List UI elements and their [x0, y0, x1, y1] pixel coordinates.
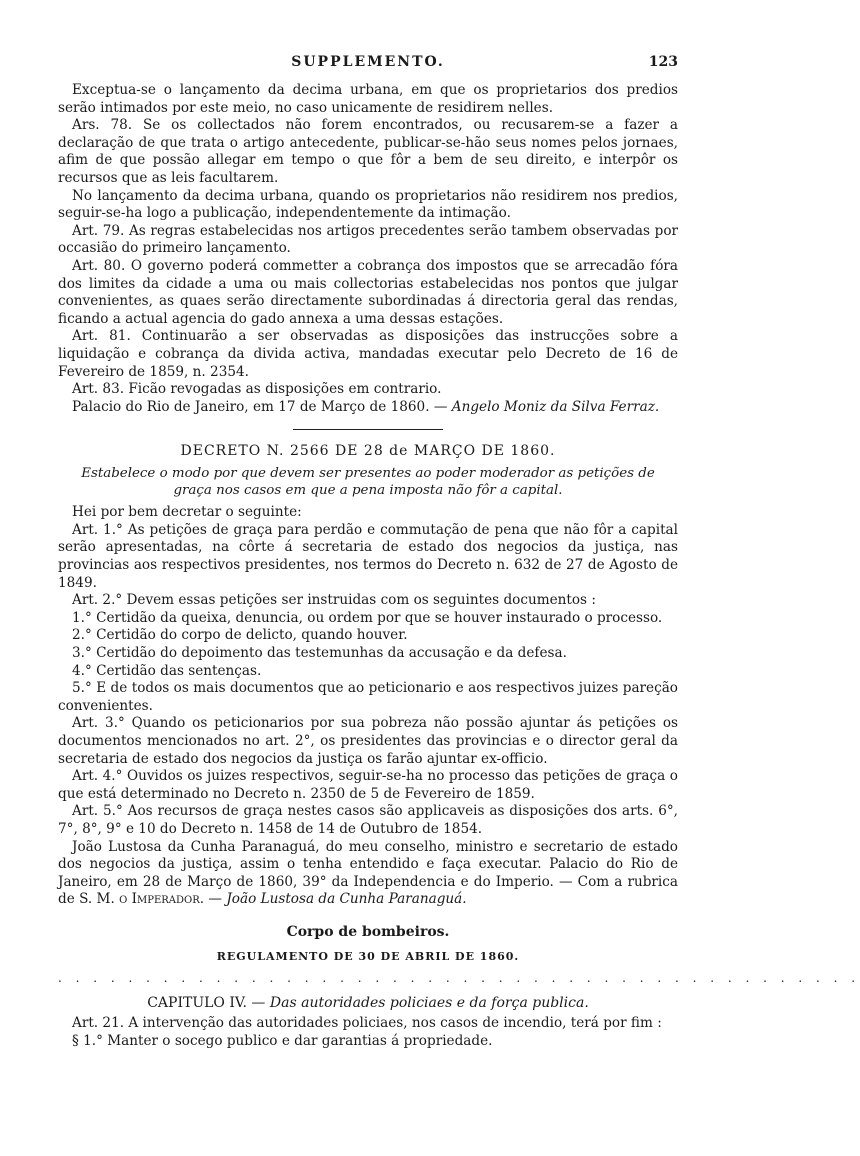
document-item-1: 1.° Certidão da queixa, denuncia, ou ordem por que se houver instaurado o processo. [72, 609, 663, 626]
section-1: § 1.° Manter o socego publico e dar garantias á propriedade. [72, 1032, 493, 1049]
page-number: 123 [648, 54, 678, 70]
document-page [58, 54, 860, 1050]
page-header [58, 54, 678, 76]
decree-article-5: Art. 5.° Aos recursos de graça nestes casos são applicaveis as disposições dos arts. 6°, 7°, 8°, 9° e 10 do Decreto n. 1458 de 14 de Outubro de 1854. [58, 803, 678, 837]
chapter-description: Das autoridades policiaes e da força publica. [269, 994, 589, 1011]
signature-text: Palacio do Rio de Janeiro, em 17 de Março de 1860. — [72, 398, 448, 415]
signature-author: Angelo Moniz da Silva Ferraz. [451, 398, 660, 415]
article-83: Art. 83. Ficão revogadas as disposições em contrario. [72, 381, 442, 398]
document-item-4: 4.° Certidão das sentenças. [72, 662, 262, 679]
decree-article-2: Art. 2.° Devem essas petições ser instruidas com os seguintes documentos : [72, 592, 596, 609]
decree-preamble: Hei por bem decretar o seguinte: [72, 504, 302, 521]
paragraph: No lançamento da decima urbana, quando os proprietarios não residirem nos predios, seguir-se-ha logo a publicação, independentemente da intimação. [58, 187, 678, 222]
decree-article-3: Art. 3.° Quando os peticionarios por sua pobreza não possão ajuntar ás petições os documentos mencionados no art. 2°, os presidentes das provincias e o director geral da secretaria de estado dos negocios da justiça os farão ajuntar ex-officio. [58, 715, 678, 767]
decree-article-1: Art. 1.° As petições de graça para perdão e commutação de pena que não fôr a capital serão apresentadas, na côrte á secretaria de estado dos negocios da justiça, nas provincias aos respectivos presidentes, nos termos do Decreto n. 632 de 27 de Agosto de 1849. [58, 521, 678, 591]
document-item-5: 5.° E de todos os mais documentos que ao peticionario e aos respectivos juizes pareção convenientes. [58, 680, 678, 714]
decree-article-4: Art. 4.° Ouvidos os juizes respectivos, seguir-se-ha no processo das petições de graça o que está determinado no Decreto n. 2350 de 5 de Fevereiro de 1859. [58, 768, 678, 802]
article-80: Art. 80. O governo poderá commetter a cobrança dos impostos que se arrecadão fóra dos limites da cidade a uma ou mais collectorias estabelecidas nos pontos que julgar convenientes, as quaes serão directamente subordinadas á directoria geral das rendas, ficando a actual agencia do gado annexa a uma dessas estações. [58, 257, 678, 327]
section-divider [293, 429, 443, 430]
decree-2566 [58, 443, 678, 909]
omission-dots: . . . . . . . . . . . . . . . . . . . . . . . . . . . . . . . . . . . . . . . . . . . . . . [58, 970, 860, 985]
running-head: SUPPLEMENTO. [291, 54, 445, 70]
closing-dash: — [204, 891, 223, 908]
closing-author: João Lustosa da Cunha Paranaguá. [226, 891, 467, 908]
paragraph: Exceptua-se o lançamento da decima urbana, em que os proprietarios dos predios serão intimados por este meio, no caso unicamente de residirem nelles. [58, 82, 678, 116]
fire-brigade-section [58, 923, 860, 1050]
signature-paragraph [58, 399, 678, 417]
closing-text: João Lustosa da Cunha Paranaguá, do meu conselho, ministro e secretario de estado dos negocios da justiça, assim o tenha entendido e faça executar. Palacio do Rio de Janeiro, em 28 de Março de 1860, 39° da Independencia e do Imperio. — Com a rubrica de [58, 838, 678, 908]
document-item-3: 3.° Certidão do depoimento das testemunhas da accusação e da defesa. [72, 645, 567, 662]
article-79: Art. 79. As regras estabelecidas nos artigos precedentes serão tambem observadas por occasião do primeiro lançamento. [58, 222, 678, 257]
article-21: Art. 21. A intervenção das autoridades policiaes, nos casos de incendio, terá por fim : [72, 1014, 662, 1031]
closing-emperor: S. M. o Imperador. [79, 891, 205, 908]
decree-summary: Estabelece o modo por que devem ser presentes ao poder moderador as petições de graça nos casos em que a pena imposta não fôr a capital. [81, 466, 655, 499]
previous-regulation-text [58, 82, 678, 416]
regulation-heading: REGULAMENTO DE 30 DE ABRIL DE 1860. [216, 949, 520, 963]
chapter-heading [58, 995, 678, 1011]
chapter-label: CAPITULO IV. — [147, 994, 266, 1011]
decree-title: DECRETO N. 2566 DE 28 de MARÇO DE 1860. [180, 443, 556, 460]
document-item-2: 2.° Certidão do corpo de delicto, quando houver. [72, 627, 408, 644]
article-81: Art. 81. Continuarão a ser observadas as disposições das instrucções sobre a liquidação e cobrança da divida activa, mandadas executar pelo Decreto de 16 de Fevereiro de 1859, n. 2354. [58, 328, 678, 380]
decree-closing [58, 839, 678, 909]
section-title: Corpo de bombeiros. [286, 923, 450, 940]
article-78: Ars. 78. Se os collectados não forem encontrados, ou recusarem-se a fazer a declaração de que trata o artigo antecedente, publicar-se-hão seus nomes pelos jornaes, afim de que possão allegar em tempo o que fôr a bem de seu direito, e interpôr os recursos que as leis facultarem. [58, 117, 678, 186]
